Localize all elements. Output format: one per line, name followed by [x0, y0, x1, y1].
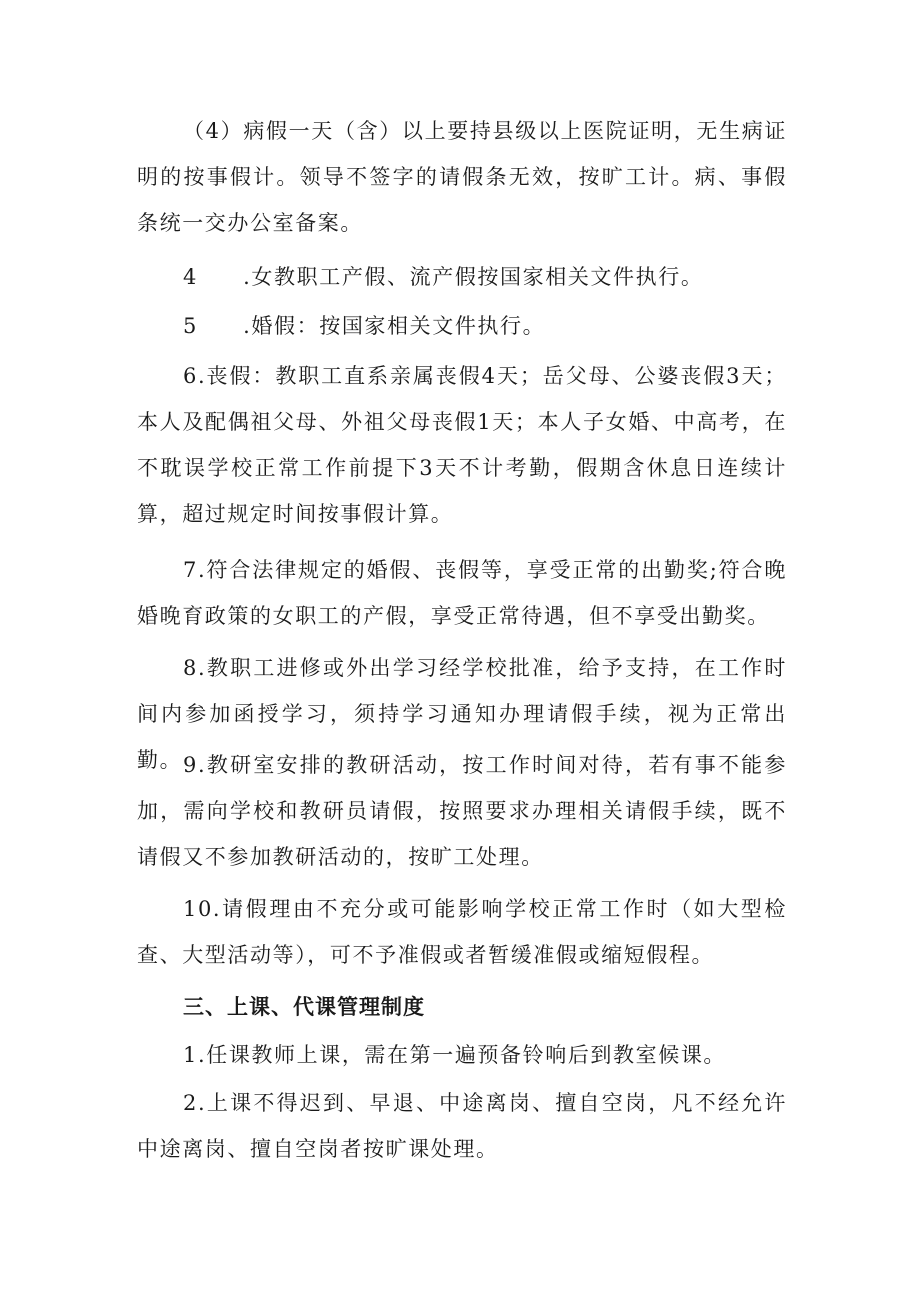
- paragraph-item-10: 10.请假理由不充分或可能影响学校正常工作时（如大型检查、大型活动等），可不予准假或者暂缓准假或缩短假程。: [137, 897, 787, 967]
- paragraph-rule-2: 2.上课不得迟到、早退、中途离岗、擅自空岗，凡不经允许中途离岗、擅自空岗者按旷课处理。: [137, 1091, 787, 1161]
- paragraph-item-7: 7.符合法律规定的婚假、丧假等，享受正常的出勤奖;符合晚婚晚育政策的女职工的产假，享受正常待遇，但不享受出勤奖。: [137, 558, 787, 628]
- paragraph-item-8: 8.教职工进修或外出学习经学校批准，给予支持，在工作时间内参加函授学习，须持学习通知办理请假手续，视为正常出勤。: [137, 656, 787, 772]
- paragraph-item-4: 4 .女教职工产假、流产假按国家相关文件执行。: [183, 265, 704, 289]
- paragraph-item-6: 6.丧假：教职工直系亲属丧假4天；岳父母、公婆丧假3天；本人及配偶祖父母、外祖父母丧假1天；本人子女婚、中高考，在不耽误学校正常工作前提下3天不计考勤，假期含休息日连续计算，超过规定时间按事假计算。: [137, 364, 787, 526]
- paragraph-sick-leave: （4）病假一天（含）以上要持县级以上医院证明，无生病证明的按事假计。领导不签字的请假条无效，按旷工计。病、事假条统一交办公室备案。: [137, 119, 787, 235]
- paragraph-item-9: 9.教研室安排的教研活动，按工作时间对待，若有事不能参加，需向学校和教研员请假，按照要求办理相关请假手续，既不请假又不参加教研活动的，按旷工处理。: [137, 753, 787, 869]
- paragraph-rule-1: 1.任课教师上课，需在第一遍预备铃响后到教室候课。: [183, 1043, 727, 1067]
- section-heading: 三、上课、代课管理制度: [183, 995, 425, 1019]
- paragraph-item-5: 5 .婚假：按国家相关文件执行。: [183, 314, 546, 338]
